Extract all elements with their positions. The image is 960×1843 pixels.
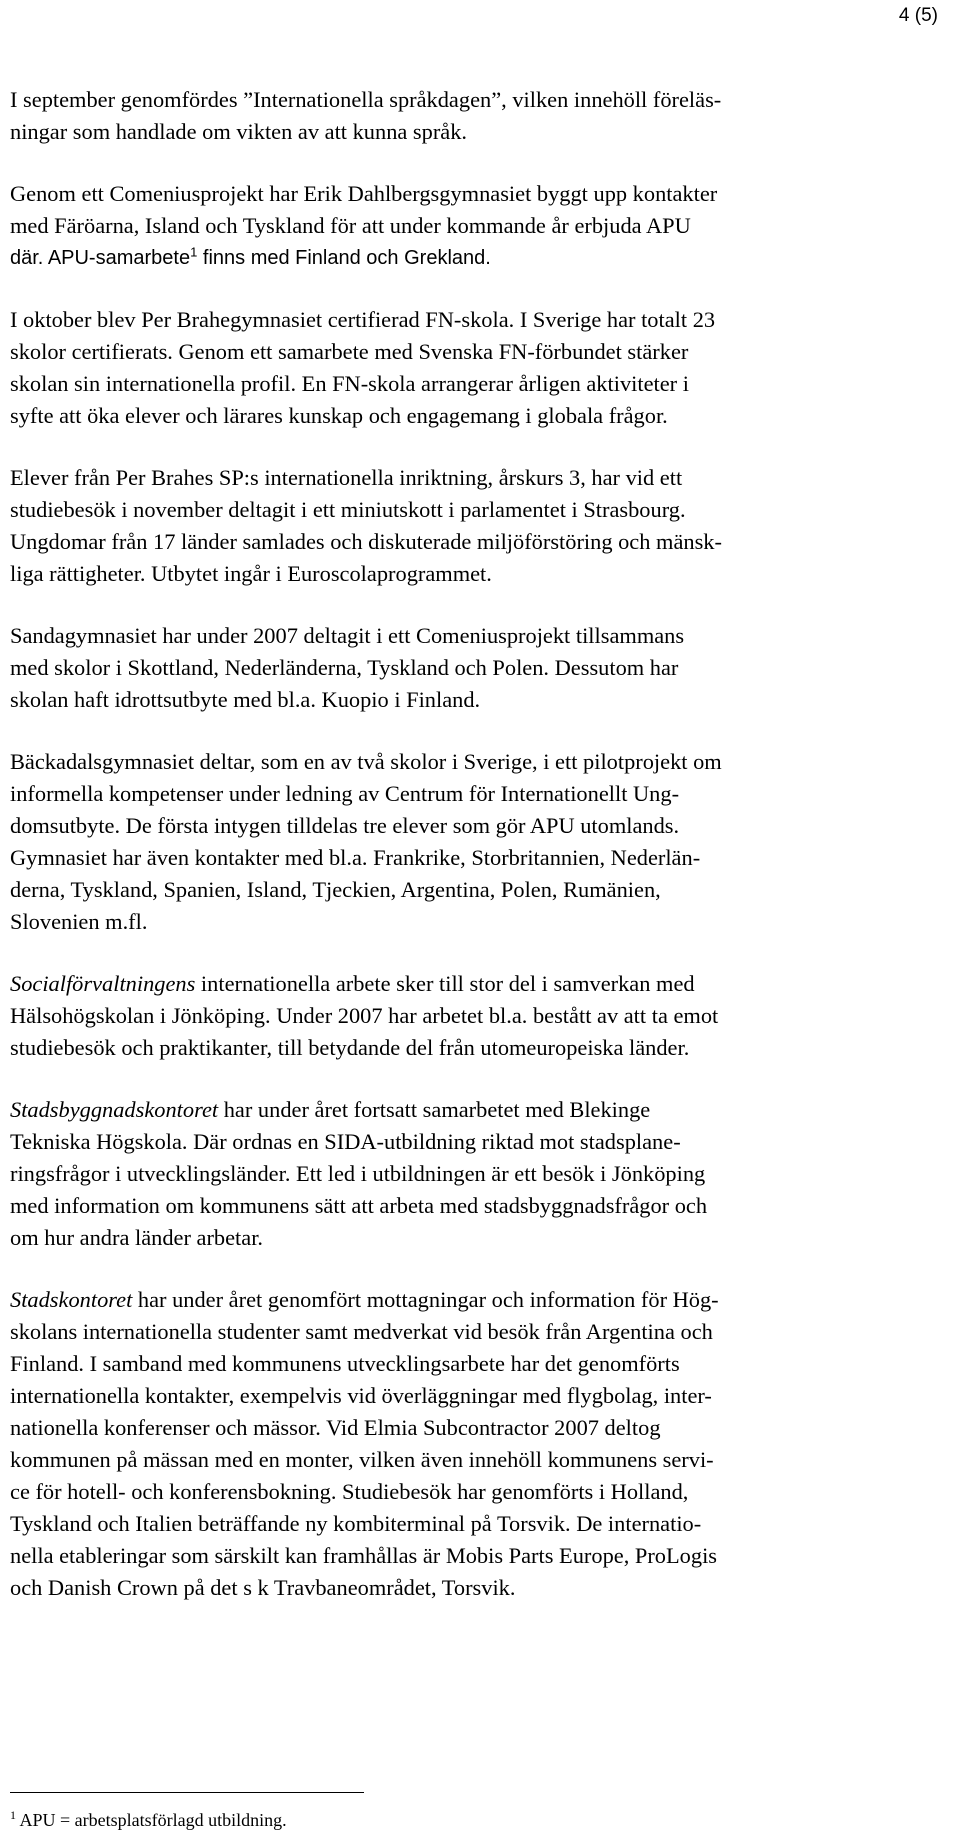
text-line	[10, 242, 940, 274]
text-line: nella etableringar som särskilt kan framhållas är Mobis Parts Europe, ProLogis	[10, 1543, 717, 1568]
text-line: derna, Tyskland, Spanien, Island, Tjeckien, Argentina, Polen, Rumänien,	[10, 877, 661, 902]
text-line: Ungdomar från 17 länder samlades och diskuterade miljöförstöring och mänsk-	[10, 529, 722, 554]
text-line: domsutbyte. De första intygen tilldelas tre elever som gör APU utomlands.	[10, 813, 680, 838]
text-line: ringsfrågor i utvecklingsländer. Ett led i utbildningen är ett besök i Jönköping	[10, 1161, 706, 1186]
paragraph-stadsbyggnadskontoret	[10, 1094, 940, 1254]
paragraph-sandagymnasiet	[10, 620, 940, 716]
text-line: informella kompetenser under ledning av Centrum för Internationellt Ung-	[10, 781, 680, 806]
text-line: I september genomfördes ”Internationella språkdagen”, vilken innehöll föreläs-	[10, 87, 722, 112]
paragraph-fn-school	[10, 304, 940, 432]
text-line: skolor certifierats. Genom ett samarbete med Svenska FN-förbundet stärker	[10, 339, 689, 364]
text-line: ningar som handlade om vikten av att kunna språk.	[10, 119, 468, 144]
text-line: studiebesök och praktikanter, till betydande del från utomeuropeiska länder.	[10, 1035, 690, 1060]
italic-department-name: Stadskontoret	[10, 1287, 133, 1312]
text-line: med information om kommunens sätt att arbeta med stadsbyggnadsfrågor och	[10, 1193, 708, 1218]
text-line: nationella konferenser och mässor. Vid Elmia Subcontractor 2007 deltog	[10, 1415, 661, 1440]
text-line: Tekniska Högskola. Där ordnas en SIDA-utbildning riktad mot stadsplane-	[10, 1129, 681, 1154]
text-line: skolan haft idrottsutbyte med bl.a. Kuopio i Finland.	[10, 687, 481, 712]
text-line: Genom ett Comeniusprojekt har Erik Dahlbergsgymnasiet byggt upp kontakter	[10, 181, 718, 206]
text-line	[10, 968, 940, 1000]
text-line: om hur andra länder arbetar.	[10, 1225, 264, 1250]
text-line: Finland. I samband med kommunens utvecklingsarbete har det genomförts	[10, 1351, 680, 1376]
paragraph-backadalsgymnasiet	[10, 746, 940, 938]
body-text	[10, 84, 940, 1634]
footnote-separator	[10, 1792, 364, 1793]
paragraph-socialforvaltningen	[10, 968, 940, 1064]
text-line: internationella kontakter, exempelvis vid överläggningar med flygbolag, inter-	[10, 1383, 712, 1408]
text-line: I oktober blev Per Brahegymnasiet certifierad FN-skola. I Sverige har totalt 23	[10, 307, 716, 332]
footnote-text: APU = arbetsplatsförlagd utbildning.	[16, 1810, 287, 1830]
text-line: Bäckadalsgymnasiet deltar, som en av två skolor i Sverige, i ett pilotprojekt om	[10, 749, 722, 774]
text-segment: har under året genomfört mottagningar och information för Hög-	[132, 1287, 719, 1312]
text-line: studiebesök i november deltagit i ett miniutskott i parlamentet i Strasbourg.	[10, 497, 686, 522]
italic-department-name: Stadsbyggnadskontoret	[10, 1097, 219, 1122]
text-line: kommunen på mässan med en monter, vilken även innehöll kommunens servi-	[10, 1447, 714, 1472]
footnote-marker: 1	[10, 1808, 16, 1822]
text-line: Elever från Per Brahes SP:s internationella inriktning, årskurs 3, har vid ett	[10, 465, 683, 490]
text-line: med Färöarna, Island och Tyskland för att under kommande år erbjuda APU	[10, 213, 691, 238]
text-line: Slovenien m.fl.	[10, 909, 148, 934]
text-line	[10, 1284, 940, 1316]
text-line	[10, 1094, 940, 1126]
text-line: Hälsohögskolan i Jönköping. Under 2007 har arbetet bl.a. bestått av att ta emot	[10, 1003, 719, 1028]
text-line: skolan sin internationella profil. En FN-skola arrangerar årligen aktiviteter i	[10, 371, 689, 396]
paragraph-stadskontoret	[10, 1284, 940, 1604]
paragraph-language-day	[10, 84, 940, 148]
paragraph-comenius-erik-dahlberg	[10, 178, 940, 274]
footnote-reference: 1	[190, 244, 198, 260]
text-segment: finns med Finland och Grekland.	[197, 247, 491, 269]
paragraph-strasbourg-visit	[10, 462, 940, 590]
text-line: skolans internationella studenter samt medverkat vid besök från Argentina och	[10, 1319, 713, 1344]
text-line: och Danish Crown på det s k Travbaneområdet, Torsvik.	[10, 1575, 516, 1600]
footnote	[10, 1808, 287, 1832]
text-line: Sandagymnasiet har under 2007 deltagit i ett Comeniusprojekt tillsammans	[10, 623, 685, 648]
text-line: Gymnasiet har även kontakter med bl.a. Frankrike, Storbritannien, Nederlän-	[10, 845, 701, 870]
text-line: med skolor i Skottland, Nederländerna, Tyskland och Polen. Dessutom har	[10, 655, 679, 680]
text-segment: har under året fortsatt samarbetet med Blekinge	[218, 1097, 651, 1122]
text-line: Tyskland och Italien beträffande ny kombiterminal på Torsvik. De internatio-	[10, 1511, 702, 1536]
text-segment: internationella arbete sker till stor del i samverkan med	[195, 971, 695, 996]
text-line: syfte att öka elever och lärares kunskap och engagemang i globala frågor.	[10, 403, 668, 428]
italic-department-name: Socialförvaltningens	[10, 971, 196, 996]
text-line: ce för hotell- och konferensbokning. Studiebesök har genomförts i Holland,	[10, 1479, 689, 1504]
text-line: liga rättigheter. Utbytet ingår i Euroscolaprogrammet.	[10, 561, 492, 586]
text-segment: där. APU-samarbete	[10, 247, 191, 269]
page-number: 4 (5)	[898, 5, 938, 26]
